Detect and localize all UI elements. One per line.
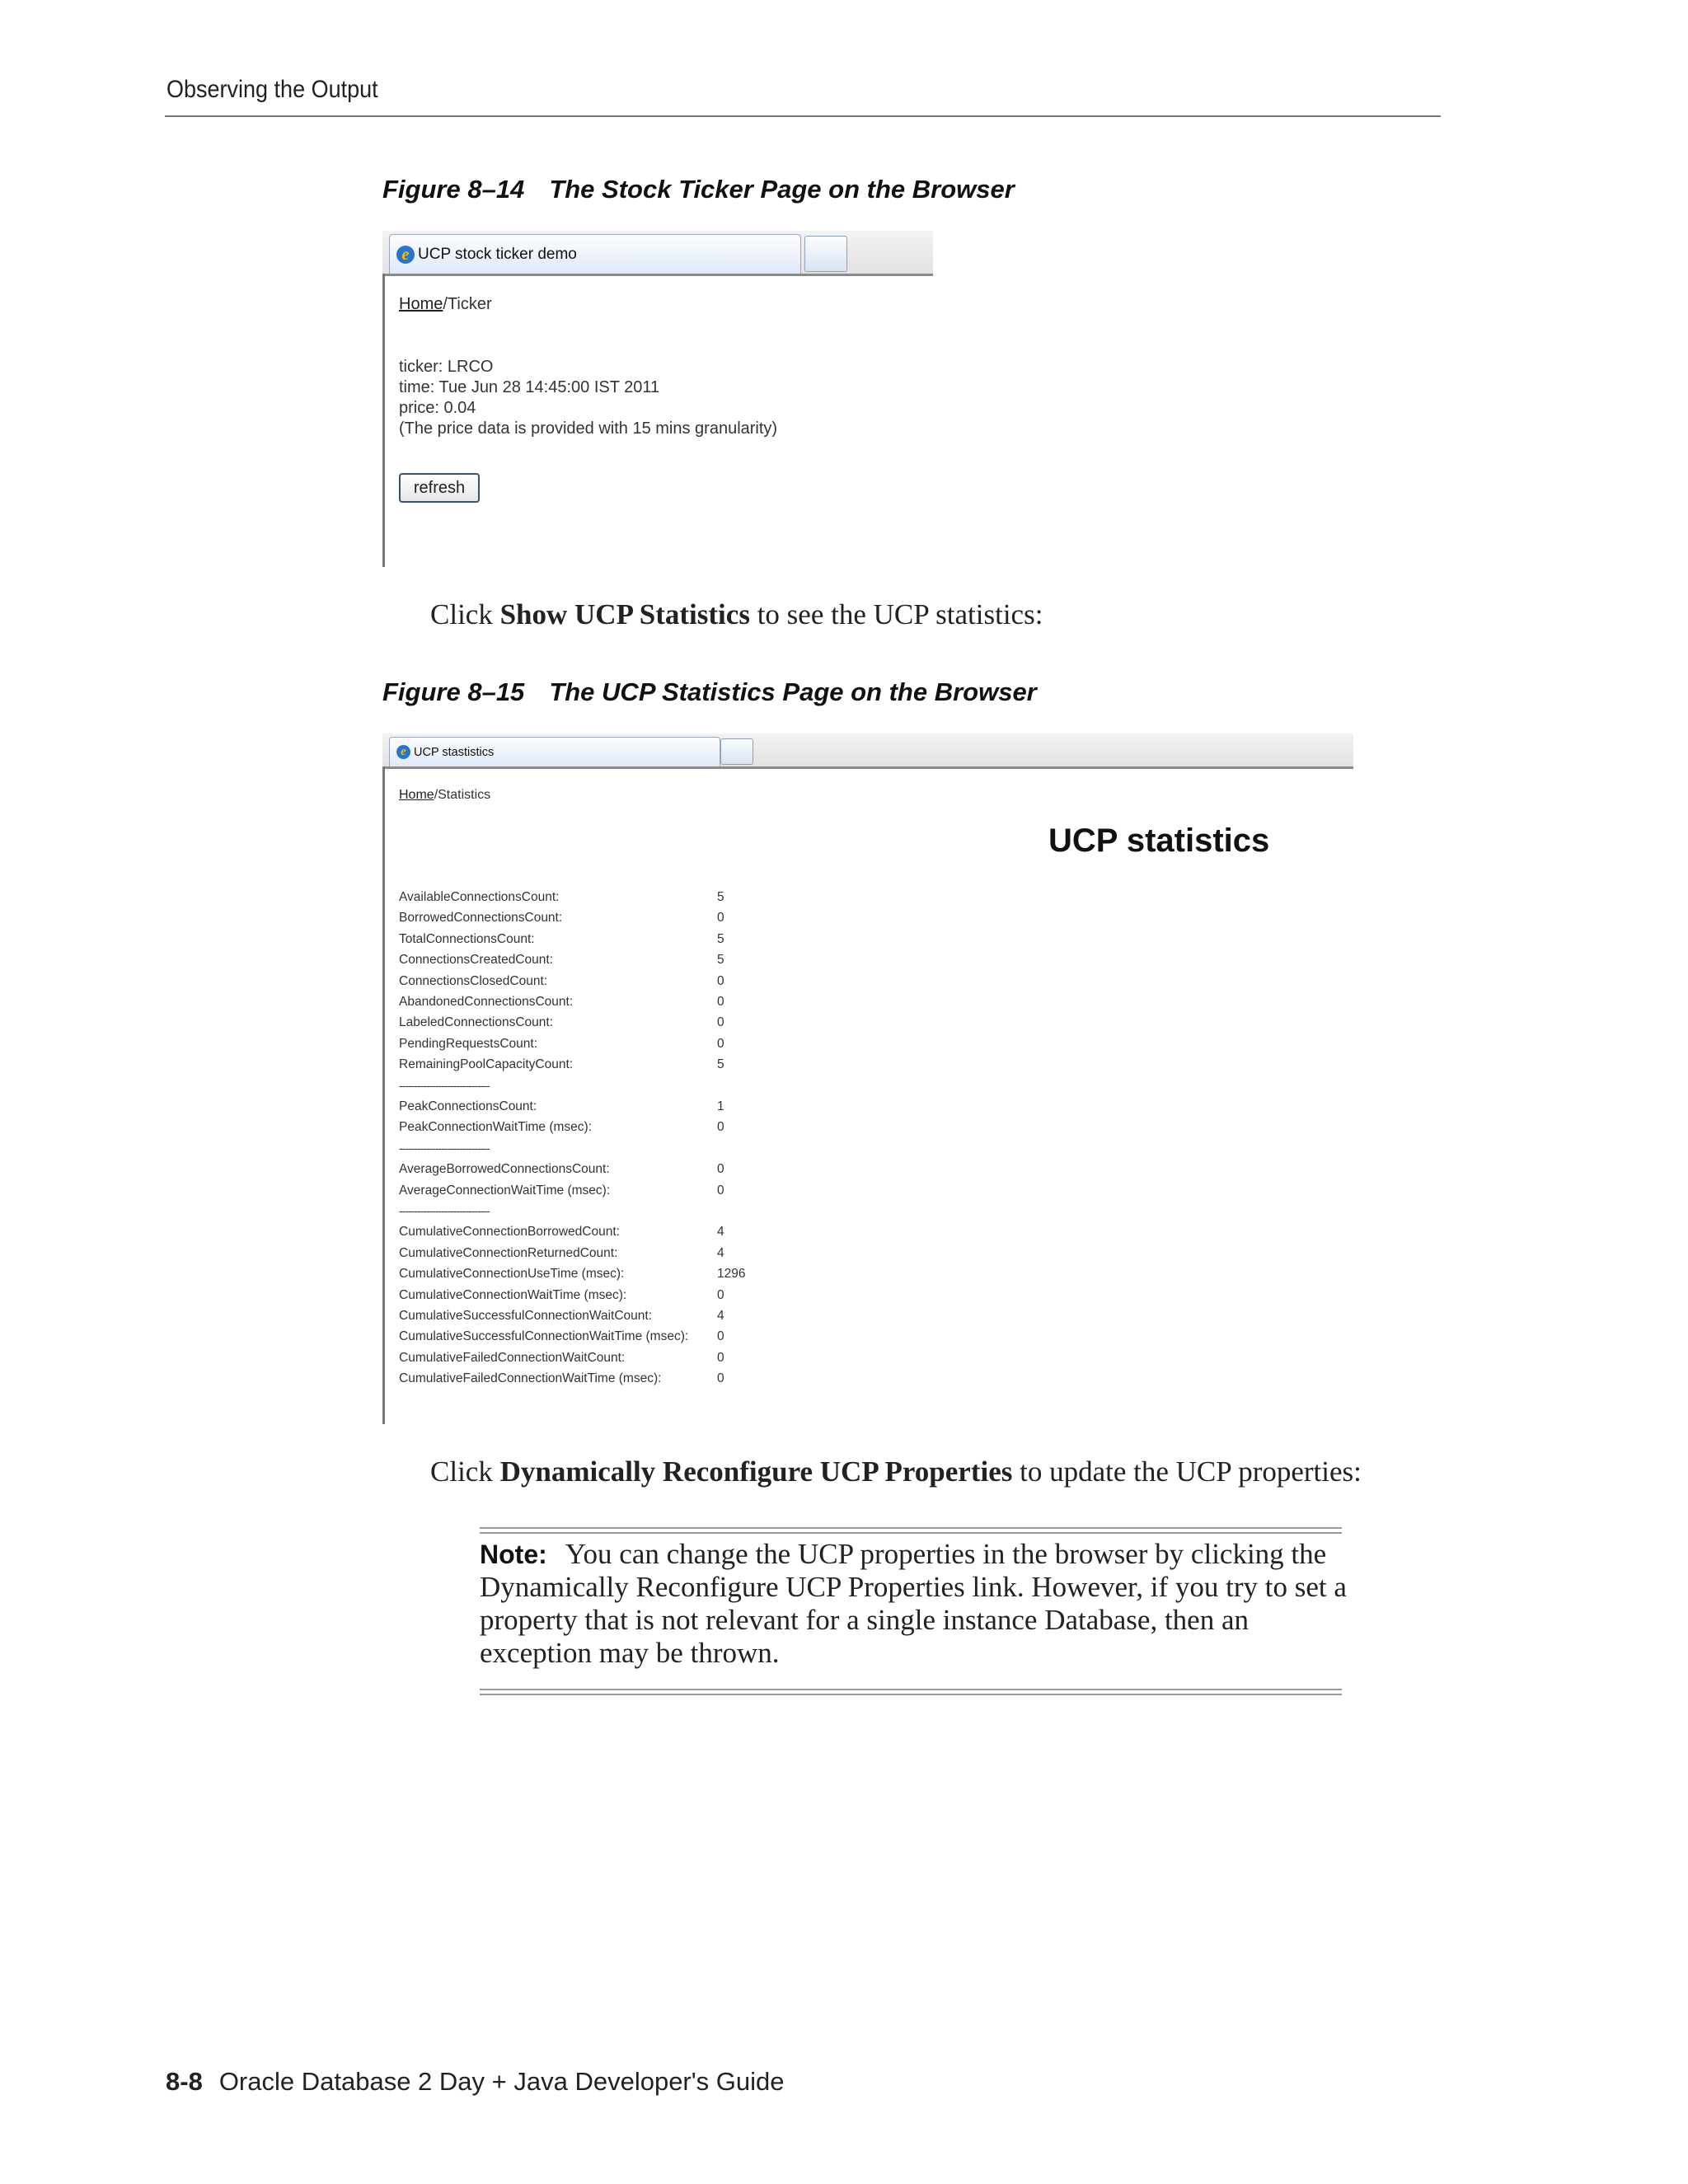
stat-value: 0 — [717, 1371, 724, 1386]
stat-value: 0 — [717, 1120, 724, 1135]
instruction-show-statistics — [430, 598, 1043, 631]
browser-tab-bar — [382, 231, 933, 276]
page-number: 8-8 — [166, 2067, 203, 2096]
stat-name: CumulativeSuccessfulConnectionWaitTime (msec): — [399, 1329, 689, 1344]
browser-tab[interactable] — [389, 737, 720, 766]
stat-value: 5 — [717, 953, 724, 968]
text-run: Click — [430, 1455, 500, 1488]
note-text: You can change the UCP properties in the browser by clicking the Dynamically Reconfigure UCP Properties link. However, if you try to set a property that is not relevant for a single instance Database, then an exception may be thrown. — [480, 1538, 1347, 1669]
ui-term: Dynamically Reconfigure UCP Properties — [499, 1455, 1013, 1488]
note-bottom-rule — [480, 1694, 1342, 1695]
stat-value: 0 — [717, 1350, 724, 1365]
stat-name: LabeledConnectionsCount: — [399, 1015, 553, 1030]
internet-explorer-icon: e — [396, 246, 415, 264]
stat-value: 4 — [717, 1309, 724, 1323]
stat-name: ConnectionsClosedCount: — [399, 973, 548, 988]
stat-value: 0 — [717, 1015, 724, 1030]
stat-name: CumulativeConnectionReturnedCount: — [399, 1245, 618, 1260]
stat-value: 0 — [717, 1287, 724, 1302]
breadcrumb — [399, 295, 492, 314]
stat-separator: ------------------------------ — [399, 1078, 490, 1092]
page-footer — [166, 2067, 785, 2097]
stat-name: AverageBorrowedConnectionsCount: — [399, 1162, 610, 1177]
stat-name: PeakConnectionWaitTime (msec): — [399, 1120, 593, 1135]
new-tab-button[interactable] — [804, 236, 847, 272]
note-top-rule — [480, 1527, 1342, 1529]
running-head: Observing the Output — [166, 76, 378, 103]
stat-name: CumulativeSuccessfulConnectionWaitCount: — [399, 1309, 652, 1323]
internet-explorer-icon: e — [396, 745, 410, 759]
figure-caption-2 — [382, 677, 1037, 707]
stat-name: RemainingPoolCapacityCount: — [399, 1057, 574, 1072]
note-bottom-rule — [480, 1689, 1342, 1690]
browser-tab-title: UCP stastistics — [414, 745, 495, 759]
ucp-statistics-browser — [382, 733, 1353, 1424]
breadcrumb — [399, 788, 490, 803]
figure-number: Figure 8–14 — [382, 175, 525, 204]
stat-name: AverageConnectionWaitTime (msec): — [399, 1183, 611, 1197]
granularity-note: (The price data is provided with 15 mins granularity) — [399, 419, 778, 438]
text-run: to update the UCP properties: — [1012, 1455, 1362, 1488]
stat-name: CumulativeConnectionBorrowedCount: — [399, 1225, 620, 1240]
figure-title: The Stock Ticker Page on the Browser — [549, 175, 1015, 204]
stat-value: 5 — [717, 1057, 724, 1072]
stat-name: CumulativeConnectionWaitTime (msec): — [399, 1287, 627, 1302]
stat-name: ConnectionsCreatedCount: — [399, 953, 553, 968]
stat-value: 0 — [717, 1329, 724, 1344]
ui-term: Show UCP Statistics — [499, 598, 750, 630]
book-title: Oracle Database 2 Day + Java Developer's Guide — [218, 2067, 785, 2096]
window-edge — [382, 274, 385, 567]
stat-name: CumulativeFailedConnectionWaitTime (msec): — [399, 1371, 662, 1386]
browser-tab[interactable] — [389, 234, 801, 274]
breadcrumb-current: /Statistics — [434, 788, 491, 802]
instruction-reconfigure — [430, 1455, 1362, 1488]
stat-name: AvailableConnectionsCount: — [399, 890, 560, 904]
stat-value: 0 — [717, 911, 724, 926]
price-line: price: 0.04 — [399, 399, 476, 417]
stat-value: 0 — [717, 1162, 724, 1177]
stat-name: CumulativeConnectionUseTime (msec): — [399, 1267, 625, 1282]
figure-caption-1 — [382, 175, 1015, 204]
page-title: UCP statistics — [1048, 823, 1270, 859]
stat-name: PendingRequestsCount: — [399, 1036, 538, 1051]
window-edge — [382, 766, 385, 1424]
stat-value: 5 — [717, 890, 724, 904]
stat-separator: ------------------------------ — [399, 1141, 490, 1155]
breadcrumb-current: /Ticker — [443, 295, 492, 313]
text-run: to see the UCP statistics: — [749, 598, 1043, 630]
stat-value: 4 — [717, 1245, 724, 1260]
stat-value: 5 — [717, 931, 724, 946]
ticker-line: ticker: LRCO — [399, 358, 494, 376]
stat-value: 0 — [717, 1183, 724, 1197]
figure-title: The UCP Statistics Page on the Browser — [549, 677, 1037, 706]
header-rule — [165, 115, 1441, 117]
breadcrumb-home-link[interactable]: Home — [399, 788, 434, 802]
stat-name: BorrowedConnectionsCount: — [399, 911, 563, 926]
figure-number: Figure 8–15 — [382, 677, 525, 706]
browser-tab-title: UCP stock ticker demo — [418, 245, 577, 263]
breadcrumb-home-link[interactable]: Home — [399, 295, 443, 313]
browser-tab-bar — [382, 733, 1353, 769]
stat-name: TotalConnectionsCount: — [399, 931, 535, 946]
stat-name: AbandonedConnectionsCount: — [399, 995, 574, 1009]
new-tab-button[interactable] — [720, 738, 753, 765]
note-label: Note: — [480, 1540, 547, 1569]
time-line: time: Tue Jun 28 14:45:00 IST 2011 — [399, 378, 660, 396]
refresh-button[interactable]: refresh — [399, 473, 480, 503]
note-box — [480, 1538, 1353, 1670]
stat-value: 4 — [717, 1225, 724, 1240]
stat-value: 0 — [717, 1036, 724, 1051]
stat-name: PeakConnectionsCount: — [399, 1099, 537, 1113]
note-top-rule — [480, 1532, 1342, 1534]
stat-value: 1296 — [717, 1267, 746, 1282]
text-run: Click — [430, 598, 500, 630]
stat-separator: ------------------------------ — [399, 1204, 490, 1217]
stat-value: 0 — [717, 973, 724, 988]
stat-value: 0 — [717, 995, 724, 1009]
stat-value: 1 — [717, 1099, 724, 1113]
stock-ticker-browser — [382, 231, 933, 567]
stat-name: CumulativeFailedConnectionWaitCount: — [399, 1350, 626, 1365]
